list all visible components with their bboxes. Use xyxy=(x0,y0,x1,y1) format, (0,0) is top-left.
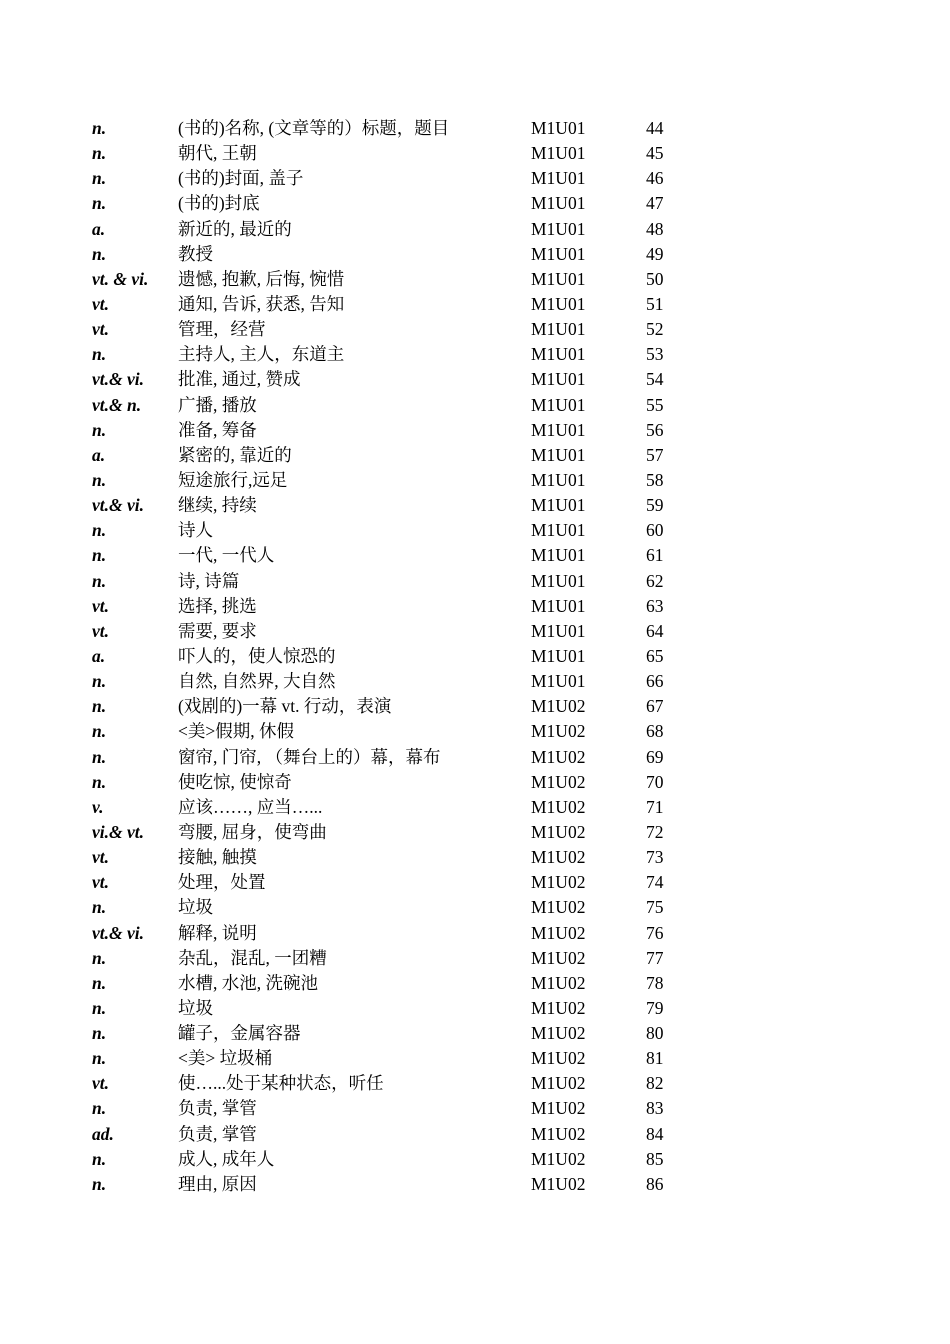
entry-number: 67 xyxy=(646,696,664,717)
part-of-speech: vt. & vi. xyxy=(92,268,149,289)
part-of-speech: n. xyxy=(92,1048,107,1069)
part-of-speech: n. xyxy=(92,1098,107,1119)
unit-code: M1U02 xyxy=(531,897,586,918)
table-row xyxy=(92,518,692,543)
table-row xyxy=(92,1046,692,1071)
table-row xyxy=(92,242,692,267)
meaning: 窗帘, 门帘, （舞台上的）幕，幕布 xyxy=(178,746,441,767)
meaning: 朝代, 王朝 xyxy=(178,143,257,164)
meaning: 管理，经营 xyxy=(178,319,266,340)
part-of-speech: n. xyxy=(92,1023,107,1044)
entry-number: 45 xyxy=(646,143,664,164)
part-of-speech: a. xyxy=(92,645,106,666)
unit-code: M1U01 xyxy=(531,645,586,666)
unit-code: M1U02 xyxy=(531,1073,586,1094)
part-of-speech: n. xyxy=(92,168,107,189)
table-row xyxy=(92,116,692,141)
table-row xyxy=(92,820,692,845)
unit-code: M1U02 xyxy=(531,746,586,767)
meaning: 诗, 诗篇 xyxy=(178,570,240,591)
unit-code: M1U01 xyxy=(531,394,586,415)
entry-number: 57 xyxy=(646,444,664,465)
part-of-speech: n. xyxy=(92,1148,107,1169)
table-row xyxy=(92,569,692,594)
meaning: 一代, 一代人 xyxy=(178,545,275,566)
meaning: 杂乱，混乱, 一团糟 xyxy=(178,947,327,968)
table-row xyxy=(92,393,692,418)
meaning: 使吃惊, 使惊奇 xyxy=(178,771,292,792)
unit-code: M1U02 xyxy=(531,1098,586,1119)
entry-number: 70 xyxy=(646,771,664,792)
table-row xyxy=(92,166,692,191)
part-of-speech: n. xyxy=(92,193,107,214)
unit-code: M1U01 xyxy=(531,268,586,289)
table-row xyxy=(92,694,692,719)
unit-code: M1U02 xyxy=(531,1148,586,1169)
part-of-speech: n. xyxy=(92,972,107,993)
meaning: 水槽, 水池, 洗碗池 xyxy=(178,972,318,993)
part-of-speech: vt. xyxy=(92,293,110,314)
part-of-speech: n. xyxy=(92,118,107,138)
unit-code: M1U01 xyxy=(531,419,586,440)
table-row xyxy=(92,292,692,317)
meaning: 遗憾, 抱歉, 后悔, 惋惜 xyxy=(178,268,345,289)
entry-number: 86 xyxy=(646,1173,664,1194)
entry-number: 66 xyxy=(646,671,664,692)
part-of-speech: n. xyxy=(92,1173,107,1194)
unit-code: M1U02 xyxy=(531,1023,586,1044)
meaning: 处理，处置 xyxy=(178,872,266,893)
unit-code: M1U01 xyxy=(531,620,586,641)
table-row xyxy=(92,895,692,920)
part-of-speech: vt. xyxy=(92,595,110,616)
part-of-speech: vt.& vi. xyxy=(92,922,144,943)
part-of-speech: n. xyxy=(92,897,107,918)
entry-number: 44 xyxy=(646,118,664,138)
unit-code: M1U01 xyxy=(531,168,586,189)
table-row xyxy=(92,1096,692,1121)
meaning: (书的)封底 xyxy=(178,193,260,214)
table-row xyxy=(92,493,692,518)
table-row xyxy=(92,468,692,493)
meaning: 广播, 播放 xyxy=(178,394,257,415)
meaning: <美>假期, 休假 xyxy=(178,721,294,742)
unit-code: M1U01 xyxy=(531,545,586,566)
meaning: 主持人, 主人，东道主 xyxy=(178,344,345,365)
part-of-speech: n. xyxy=(92,469,107,490)
meaning: (书的)名称, (文章等的）标题，题目 xyxy=(178,118,450,138)
meaning: 理由, 原因 xyxy=(178,1173,257,1194)
meaning: 接触, 触摸 xyxy=(178,847,257,868)
entry-number: 61 xyxy=(646,545,664,566)
entry-number: 75 xyxy=(646,897,664,918)
part-of-speech: vt. xyxy=(92,1073,110,1094)
entry-number: 65 xyxy=(646,645,664,666)
part-of-speech: vt. xyxy=(92,319,110,340)
meaning: 垃圾 xyxy=(178,897,213,918)
table-row xyxy=(92,1147,692,1172)
part-of-speech: n. xyxy=(92,696,107,717)
unit-code: M1U02 xyxy=(531,922,586,943)
unit-code: M1U02 xyxy=(531,696,586,717)
unit-code: M1U01 xyxy=(531,495,586,516)
meaning: 诗人 xyxy=(178,520,213,541)
meaning: 成人, 成年人 xyxy=(178,1148,275,1169)
part-of-speech: n. xyxy=(92,671,107,692)
meaning: 选择, 挑选 xyxy=(178,595,257,616)
part-of-speech: n. xyxy=(92,344,107,365)
table-row xyxy=(92,971,692,996)
meaning: 弯腰, 屈身，使弯曲 xyxy=(178,821,327,842)
table-row xyxy=(92,996,692,1021)
unit-code: M1U02 xyxy=(531,1173,586,1194)
unit-code: M1U02 xyxy=(531,872,586,893)
entry-number: 46 xyxy=(646,168,664,189)
entry-number: 73 xyxy=(646,847,664,868)
meaning: 需要, 要求 xyxy=(178,620,257,641)
unit-code: M1U01 xyxy=(531,218,586,239)
table-row xyxy=(92,342,692,367)
meaning: 吓人的，使人惊恐的 xyxy=(178,645,336,666)
part-of-speech: vt. xyxy=(92,872,110,893)
unit-code: M1U02 xyxy=(531,997,586,1018)
part-of-speech: a. xyxy=(92,218,106,239)
meaning: 继续, 持续 xyxy=(178,495,257,516)
entry-number: 74 xyxy=(646,872,664,893)
unit-code: M1U01 xyxy=(531,369,586,390)
entry-number: 59 xyxy=(646,495,664,516)
part-of-speech: n. xyxy=(92,570,107,591)
table-row xyxy=(92,543,692,568)
unit-code: M1U02 xyxy=(531,847,586,868)
table-row xyxy=(92,418,692,443)
unit-code: M1U01 xyxy=(531,344,586,365)
meaning: 新近的, 最近的 xyxy=(178,218,292,239)
unit-code: M1U02 xyxy=(531,721,586,742)
part-of-speech: n. xyxy=(92,545,107,566)
entry-number: 79 xyxy=(646,997,664,1018)
entry-number: 54 xyxy=(646,369,664,390)
table-row xyxy=(92,141,692,166)
unit-code: M1U02 xyxy=(531,821,586,842)
table-row xyxy=(92,1021,692,1046)
entry-number: 77 xyxy=(646,947,664,968)
entry-number: 50 xyxy=(646,268,664,289)
unit-code: M1U02 xyxy=(531,1123,586,1144)
entry-number: 58 xyxy=(646,469,664,490)
table-row xyxy=(92,1071,692,1096)
entry-number: 52 xyxy=(646,319,664,340)
unit-code: M1U01 xyxy=(531,595,586,616)
part-of-speech: n. xyxy=(92,997,107,1018)
entry-number: 55 xyxy=(646,394,664,415)
part-of-speech: n. xyxy=(92,143,107,164)
unit-code: M1U01 xyxy=(531,319,586,340)
meaning: 通知, 告诉, 获悉, 告知 xyxy=(178,293,345,314)
meaning: 垃圾 xyxy=(178,997,213,1018)
meaning: <美> 垃圾桶 xyxy=(178,1048,273,1069)
table-row xyxy=(92,770,692,795)
part-of-speech: n. xyxy=(92,947,107,968)
meaning: (书的)封面, 盖子 xyxy=(178,168,304,189)
meaning: 应该……, 应当…... xyxy=(178,796,323,817)
part-of-speech: ad. xyxy=(92,1123,114,1144)
meaning: 准备, 筹备 xyxy=(178,419,257,440)
unit-code: M1U01 xyxy=(531,570,586,591)
entry-number: 64 xyxy=(646,620,664,641)
unit-code: M1U01 xyxy=(531,143,586,164)
entry-number: 62 xyxy=(646,570,664,591)
table-row xyxy=(92,644,692,669)
table-row xyxy=(92,594,692,619)
entry-number: 49 xyxy=(646,243,664,264)
part-of-speech: vt. xyxy=(92,847,110,868)
table-row xyxy=(92,669,692,694)
table-row xyxy=(92,946,692,971)
unit-code: M1U02 xyxy=(531,972,586,993)
unit-code: M1U02 xyxy=(531,947,586,968)
part-of-speech: n. xyxy=(92,520,107,541)
part-of-speech: vt.& vi. xyxy=(92,495,144,516)
table-row xyxy=(92,267,692,292)
part-of-speech: v. xyxy=(92,796,104,817)
table-row xyxy=(92,745,692,770)
entry-number: 47 xyxy=(646,193,664,214)
table-row xyxy=(92,795,692,820)
unit-code: M1U01 xyxy=(531,193,586,214)
entry-number: 82 xyxy=(646,1073,664,1094)
table-row xyxy=(92,719,692,744)
table-row xyxy=(92,619,692,644)
table-row xyxy=(92,1122,692,1147)
table-row xyxy=(92,921,692,946)
entry-number: 84 xyxy=(646,1123,664,1144)
part-of-speech: n. xyxy=(92,771,107,792)
unit-code: M1U01 xyxy=(531,118,586,138)
table-row xyxy=(92,443,692,468)
part-of-speech: n. xyxy=(92,721,107,742)
table-row xyxy=(92,367,692,392)
entry-number: 78 xyxy=(646,972,664,993)
entry-number: 83 xyxy=(646,1098,664,1119)
part-of-speech: vt.& vi. xyxy=(92,369,144,390)
table-row xyxy=(92,217,692,242)
unit-code: M1U01 xyxy=(531,520,586,541)
table-row xyxy=(92,845,692,870)
meaning: 批准, 通过, 赞成 xyxy=(178,369,301,390)
unit-code: M1U02 xyxy=(531,1048,586,1069)
meaning: 自然, 自然界, 大自然 xyxy=(178,671,336,692)
entry-number: 51 xyxy=(646,293,664,314)
unit-code: M1U01 xyxy=(531,469,586,490)
part-of-speech: a. xyxy=(92,444,106,465)
entry-number: 68 xyxy=(646,721,664,742)
meaning: 负责, 掌管 xyxy=(178,1123,257,1144)
entry-number: 72 xyxy=(646,821,664,842)
part-of-speech: n. xyxy=(92,243,107,264)
entry-number: 76 xyxy=(646,922,664,943)
vocabulary-table xyxy=(92,116,692,1197)
table-row xyxy=(92,317,692,342)
table-row xyxy=(92,1172,692,1197)
entry-number: 53 xyxy=(646,344,664,365)
entry-number: 56 xyxy=(646,419,664,440)
table-row xyxy=(92,870,692,895)
meaning: 负责, 掌管 xyxy=(178,1098,257,1119)
part-of-speech: vi.& vt. xyxy=(92,821,144,842)
entry-number: 80 xyxy=(646,1023,664,1044)
entry-number: 85 xyxy=(646,1148,664,1169)
table-row xyxy=(92,191,692,216)
unit-code: M1U01 xyxy=(531,293,586,314)
meaning: 解释, 说明 xyxy=(178,922,257,943)
entry-number: 48 xyxy=(646,218,664,239)
part-of-speech: n. xyxy=(92,419,107,440)
unit-code: M1U02 xyxy=(531,771,586,792)
part-of-speech: vt. xyxy=(92,620,110,641)
unit-code: M1U01 xyxy=(531,444,586,465)
entry-number: 60 xyxy=(646,520,664,541)
part-of-speech: vt.& n. xyxy=(92,394,142,415)
entry-number: 71 xyxy=(646,796,664,817)
meaning: 使…...处于某种状态，听任 xyxy=(178,1073,384,1094)
meaning: 紧密的, 靠近的 xyxy=(178,444,292,465)
meaning: 短途旅行,远足 xyxy=(178,469,288,490)
meaning: (戏剧的)一幕 vt. 行动，表演 xyxy=(178,696,392,717)
part-of-speech: n. xyxy=(92,746,107,767)
unit-code: M1U01 xyxy=(531,671,586,692)
meaning: 罐子，金属容器 xyxy=(178,1023,301,1044)
entry-number: 69 xyxy=(646,746,664,767)
unit-code: M1U02 xyxy=(531,796,586,817)
meaning: 教授 xyxy=(178,243,213,264)
entry-number: 81 xyxy=(646,1048,664,1069)
entry-number: 63 xyxy=(646,595,664,616)
unit-code: M1U01 xyxy=(531,243,586,264)
